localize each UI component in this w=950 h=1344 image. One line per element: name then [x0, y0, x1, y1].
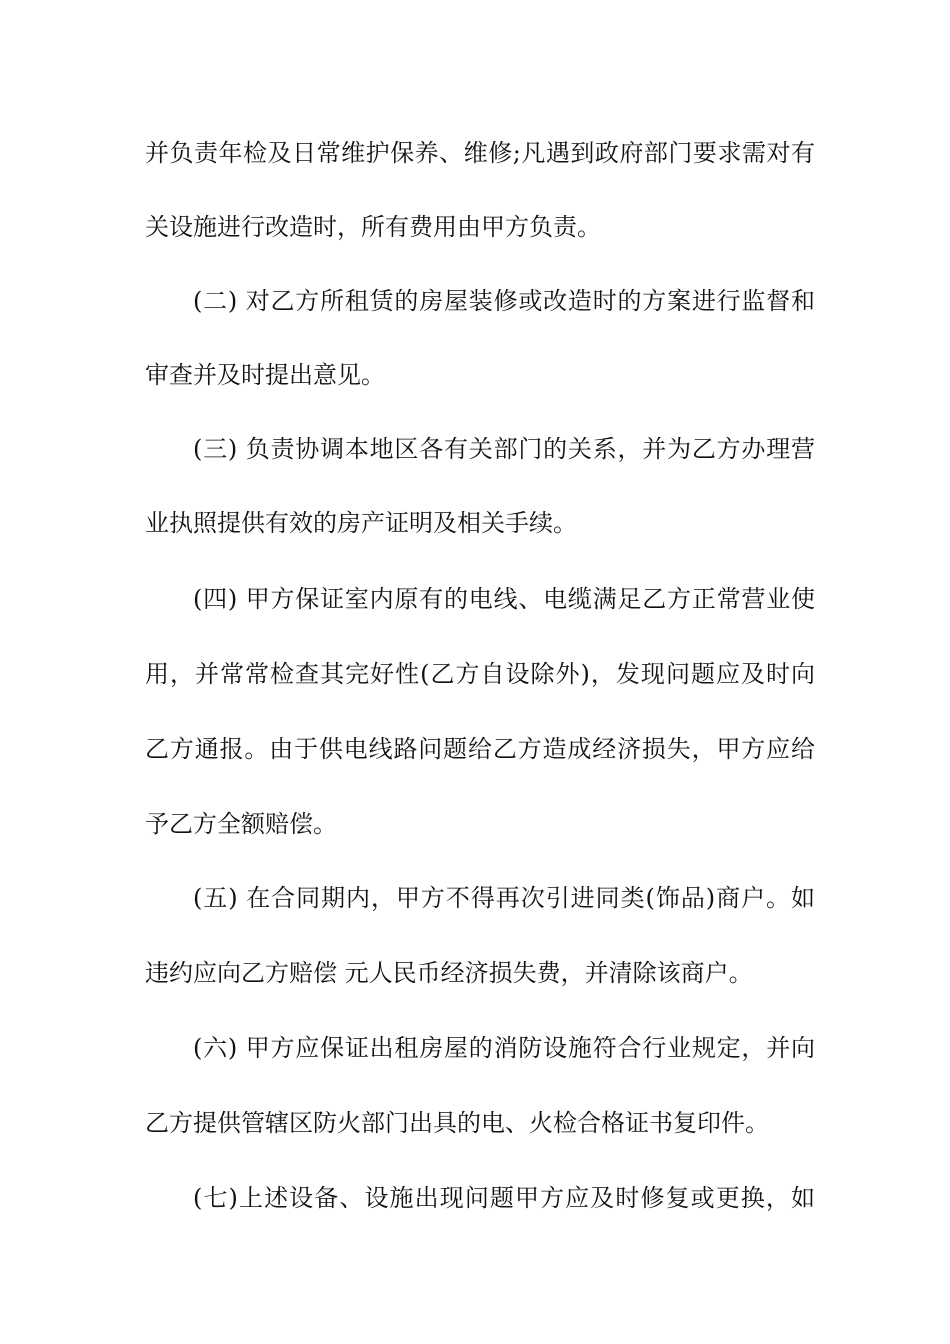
text-line-1: 并负责年检及日常维护保养、维修;凡遇到政府部门要求需对有: [145, 139, 815, 167]
text-line-14: 乙方提供管辖区防火部门出具的电、火检合格证书复印件。: [145, 1109, 769, 1137]
text-line-11: (五) 在合同期内，甲方不得再次引进同类(饰品)商户。如: [193, 884, 815, 912]
text-line-9: 乙方通报。由于供电线路问题给乙方造成经济损失，甲方应给: [145, 735, 815, 763]
text-line-7: (四) 甲方保证室内原有的电线、电缆满足乙方正常营业使: [193, 585, 815, 613]
text-line-15: (七)上述设备、设施出现问题甲方应及时修复或更换，如: [193, 1184, 815, 1212]
text-line-12: 违约应向乙方赔偿 元人民币经济损失费，并清除该商户。: [145, 959, 753, 987]
text-line-5: (三) 负责协调本地区各有关部门的关系，并为乙方办理营: [193, 435, 815, 463]
text-line-4: 审查并及时提出意见。: [145, 361, 385, 389]
text-line-2: 关设施进行改造时，所有费用由甲方负责。: [145, 213, 601, 241]
text-line-8: 用，并常常检查其完好性(乙方自设除外)，发现问题应及时向: [145, 660, 815, 688]
text-line-6: 业执照提供有效的房产证明及相关手续。: [145, 509, 577, 537]
text-line-10: 予乙方全额赔偿。: [145, 810, 337, 838]
text-line-3: (二) 对乙方所租赁的房屋装修或改造时的方案进行监督和: [193, 287, 815, 315]
text-line-13: (六) 甲方应保证出租房屋的消防设施符合行业规定，并向: [193, 1034, 815, 1062]
